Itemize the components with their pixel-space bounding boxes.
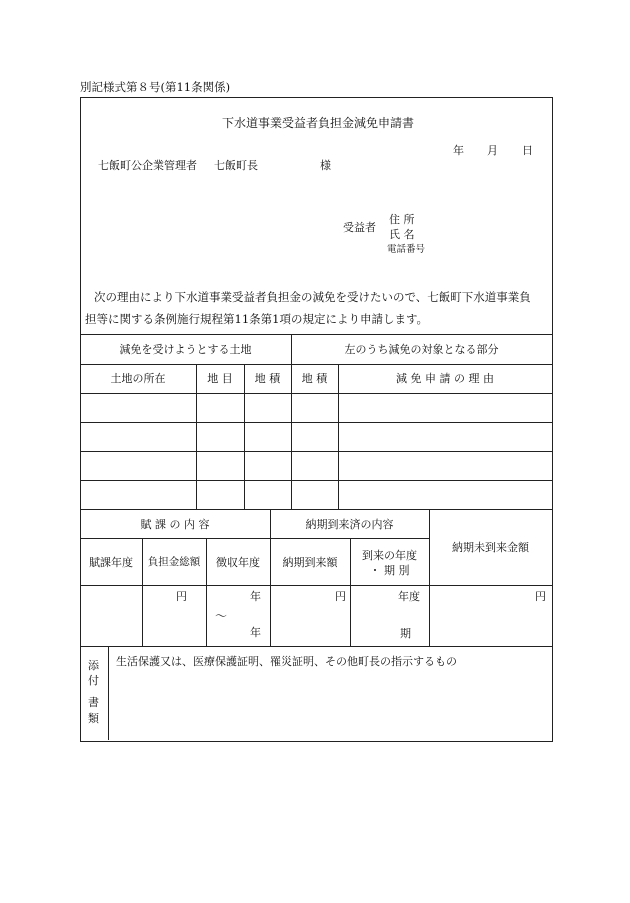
date-day-label: 日: [522, 144, 533, 157]
col-not-due-amount: 納期未到来金額: [452, 541, 529, 554]
col-levy-year: 賦課年度: [89, 556, 133, 569]
col-total-amount: 負担金総額: [147, 556, 201, 568]
levy-group-header: 賦 課 の 内 容: [140, 518, 210, 531]
addressee-name: 七飯町長: [214, 159, 258, 172]
total-yen-unit: 円: [176, 590, 187, 603]
col-land-area: 地 積: [254, 372, 281, 385]
collection-year-from-unit: 年: [250, 590, 261, 603]
applicant-phone-label: 電話番号: [387, 244, 426, 255]
due-year-unit: 年度: [398, 590, 420, 603]
addressee-honorific: 様: [320, 159, 331, 172]
form-title: 下水道事業受益者負担金減免申請書: [222, 116, 415, 130]
land-group-left-header: 減免を受けようとする土地: [119, 343, 252, 356]
collection-year-to-unit: 年: [250, 626, 261, 639]
applicant-name-label: 氏 名: [389, 228, 415, 241]
statement-line-1: 次の理由により下水道事業受益者負担金の減免を受けたいので、七飯町下水道事業負: [94, 290, 531, 304]
attachments-label-2: 付: [88, 674, 99, 687]
statement-line-2: 担等に関する条例施行規程第11条第1項の規定により申請します。: [85, 312, 429, 326]
applicant-address-label: 住 所: [389, 213, 415, 226]
due-yen-unit: 円: [335, 590, 346, 603]
attachments-label-1: 添: [88, 659, 99, 672]
land-group-right-header: 左のうち減免の対象となる部分: [344, 343, 499, 356]
col-collection-year: 徴収年度: [216, 556, 260, 569]
col-due-year-term-2: ・ 期 別: [369, 564, 410, 577]
applicant-label: 受益者: [343, 221, 376, 234]
attachments-label-4: 類: [88, 712, 99, 725]
attachments-label-3: 書: [88, 696, 99, 709]
due-group-header: 納期到来済の内容: [305, 518, 394, 531]
addressee-org: 七飯町公企業管理者: [98, 159, 197, 172]
collection-year-tilde: ～: [215, 609, 228, 623]
form-number: 別記様式第８号(第11条関係): [80, 80, 231, 94]
date-year-label: 年: [453, 144, 464, 157]
col-due-amount: 納期到来額: [282, 556, 338, 569]
date-month-label: 月: [487, 144, 498, 157]
col-land-location: 土地の所在: [110, 372, 166, 385]
not-due-yen-unit: 円: [535, 590, 546, 603]
col-exemption-reason: 減 免 申 請 の 理 由: [396, 372, 494, 385]
col-due-year-term-1: 到来の年度: [362, 549, 417, 562]
col-target-area: 地 積: [301, 372, 328, 385]
attachments-content: 生活保護又は、医療保護証明、罹災証明、その他町長の指示するもの: [116, 655, 457, 668]
due-term-unit: 期: [400, 627, 411, 640]
col-land-category: 地 目: [207, 372, 233, 385]
